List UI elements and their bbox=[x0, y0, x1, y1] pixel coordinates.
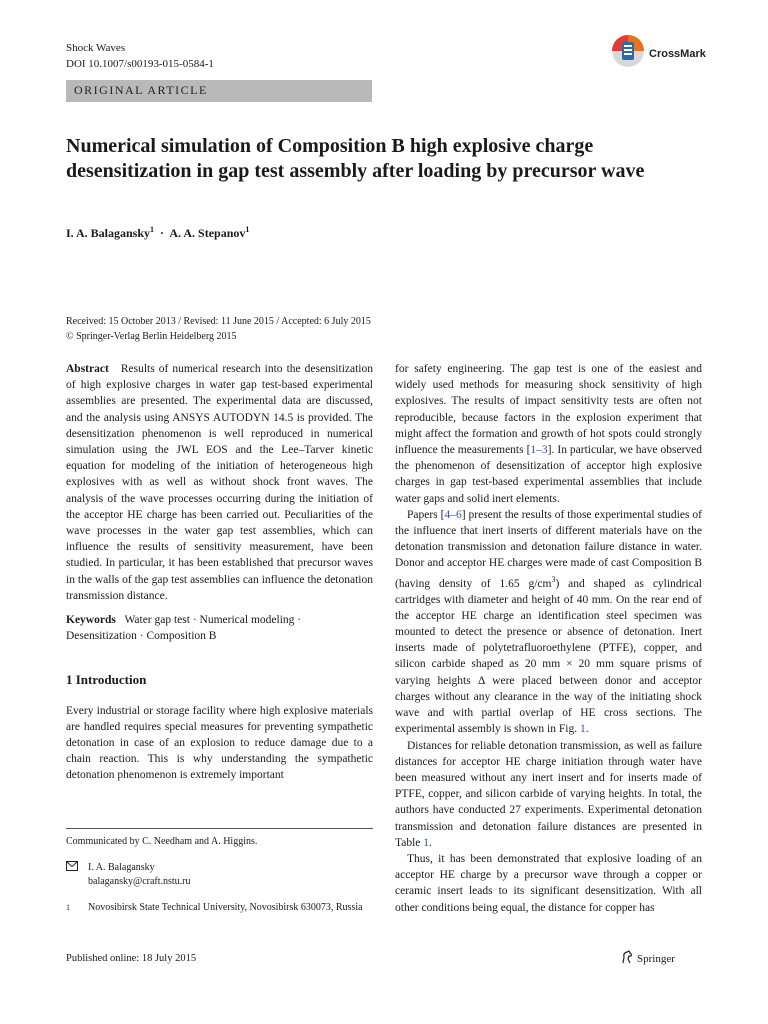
figure-link[interactable]: 1 bbox=[579, 723, 586, 736]
paragraph-text: for safety engineering. The gap test is one of the easiest and widely used methods for measuring shock sensitivity of high explosives. The results of impact sensitivity tests are often not reproducible, because factors in the explosion experiment that might affect the formation and growth of hot spots could strongly influence the measurements [ bbox=[395, 363, 702, 457]
history-dates: Received: 15 October 2013 / Revised: 11 June 2015 / Accepted: 6 July 2015 bbox=[66, 316, 371, 327]
table-link[interactable]: 1 bbox=[423, 836, 430, 849]
intro-paragraph: Every industrial or storage facility where high explosive materials are handled requires special measures for preventing sympathetic detonation in case of an explosion to reduce damage due to a chain reaction. This is why understanding the sympathetic detonation phenomenon is extremely important bbox=[66, 704, 373, 782]
communicated-by: Communicated by C. Needham and A. Higgins. bbox=[66, 836, 258, 847]
article-type-band bbox=[66, 80, 372, 102]
section-heading-introduction: 1 Introduction bbox=[66, 672, 147, 688]
journal-name: Shock Waves bbox=[66, 42, 126, 54]
crossmark-label: CrossMark bbox=[649, 47, 706, 60]
keywords bbox=[66, 612, 373, 644]
copyright: © Springer-Verlag Berlin Heidelberg 2015 bbox=[66, 331, 237, 342]
paragraph-text: ) and shaped as cylindrical cartridges with diameter and height of 40 mm. On the rear end of the acceptor HE charge an identification steel specimen was mounted to detect the presence or absence of detonation. Inert inserts made of polytetrafluoroethylene (PTFE), copper, and silicon carbide shaped as 20 mm × 20 mm square prisms of varying heights Δ were placed between donor and acceptor charges without any clearance in the way of the initiating shock wave and with partial overlap of HE cross sections. The experimental assembly is shown in Fig. bbox=[395, 577, 702, 736]
keywords-heading: Keywords bbox=[66, 614, 116, 627]
article-type: ORIGINAL ARTICLE bbox=[74, 83, 208, 97]
paragraph-text: ] present the results of those experimental studies of the influence that inert inserts of different materials have on the detonation transmission and detonation failure distance in water. Donor and acceptor HE charges were made of cast Composition B (having density of 1.65 g/cm bbox=[395, 508, 702, 590]
doi[interactable]: DOI 10.1007/s00193-015-0584-1 bbox=[66, 58, 214, 70]
envelope-icon bbox=[66, 861, 88, 889]
author-affiliation-mark: 1 bbox=[150, 225, 155, 234]
article-history bbox=[66, 314, 371, 344]
left-column bbox=[66, 361, 373, 784]
author-affiliation-mark: 1 bbox=[245, 225, 250, 234]
keywords-text: Water gap test · Numerical modeling · Desensitization · Composition B bbox=[66, 614, 302, 643]
author-separator: · bbox=[160, 226, 165, 240]
published-online: Published online: 18 July 2015 bbox=[66, 953, 197, 964]
crossmark-badge[interactable] bbox=[610, 33, 706, 74]
footnotes bbox=[66, 828, 373, 915]
citation-link[interactable]: 1–3 bbox=[530, 444, 548, 457]
paragraph bbox=[395, 507, 702, 738]
paragraph bbox=[395, 738, 702, 851]
author-name[interactable]: I. A. Balagansky bbox=[66, 226, 151, 240]
superscript: 3 bbox=[551, 574, 556, 584]
paragraph-text: Distances for reliable detonation transmission, as well as failure distances for acceptor HE charge initiation through water have been measured without any inert insert and for inserts made of PTFE, copper, and silicon carbide of varying heights. In total, the authors have conducted 27 experiments. Experimental detonation transmission and detonation failure distances are presented in Table bbox=[395, 739, 702, 849]
author-name[interactable]: A. A. Stepanov bbox=[169, 226, 246, 240]
author-list bbox=[66, 225, 249, 241]
citation-link[interactable]: 4–6 bbox=[444, 508, 462, 521]
springer-horse-icon bbox=[620, 950, 634, 967]
crossmark-icon bbox=[610, 33, 646, 74]
paragraph-text: . bbox=[429, 836, 432, 849]
corresponding-author bbox=[66, 861, 373, 889]
publisher-name: Springer bbox=[637, 952, 675, 965]
affiliation-text: Novosibirsk State Technical University, Novosibirsk 630073, Russia bbox=[88, 902, 363, 913]
affiliation bbox=[66, 901, 373, 915]
abstract-text: Results of numerical research into the desensitization of high explosive charges in water gap test-based experimental assemblies are presented. The experimental data are discussed, and the analysis using ANSYS AUTODYN 14.5 is provided. The desensitization phenomenon is well reproduced in numerical simulation using the JWL EOS and the Lee–Tarver kinetic equation for modeling of the initiation of heterogeneous high explosives with as well as without shock front waves. The analysis of the wave processes occurring during the initiation of the acceptor HE charge has been carried out. Peculiarities of the wave processes in the water gap test assemblies, which can influence the results of sensitivity measurement, have been studied. In particular, it has been established that precursor waves in the walls of the gap test assemblies can influence the detonation transmission distance. bbox=[66, 363, 373, 602]
paragraph-text: ]. In particular, we have observed the phenomenon of desensitization of acceptor high explosive charges in gap test-based experimental assemblies that include water gaps and solid inert elements. bbox=[395, 444, 703, 505]
corresponding-email[interactable]: balagansky@craft.nstu.ru bbox=[88, 876, 191, 887]
corresponding-name: I. A. Balagansky bbox=[88, 862, 155, 873]
paragraph-text: . bbox=[585, 723, 589, 736]
paragraph bbox=[395, 361, 702, 507]
paragraph-text: Papers [ bbox=[407, 508, 445, 521]
right-column bbox=[395, 361, 702, 916]
abstract bbox=[66, 361, 373, 604]
abstract-heading: Abstract bbox=[66, 363, 109, 375]
publisher-logo bbox=[620, 950, 675, 967]
affiliation-mark: 1 bbox=[66, 903, 70, 912]
journal-header bbox=[66, 40, 214, 72]
article-title: Numerical simulation of Composition B high explosive charge desensitization in gap test assembly after loading by precursor wave bbox=[66, 135, 645, 182]
paragraph: Thus, it has been demonstrated that explosive loading of an acceptor HE charge by a precursor wave through a copper or ceramic insert leads to its significant desensitization. With all other conditions being equal, the distance for copper has bbox=[395, 852, 702, 914]
